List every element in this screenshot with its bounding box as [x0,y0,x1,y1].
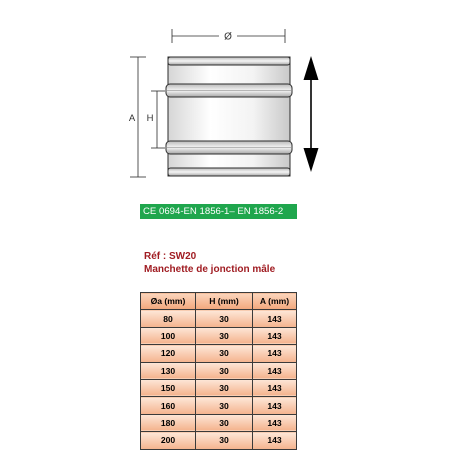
certification-banner [140,204,297,219]
table-row [141,397,297,414]
vertical-double-arrow-icon [304,56,319,172]
cell-diameter: 200 [141,432,196,449]
cell-diameter: 120 [141,345,196,362]
table-row [141,414,297,431]
cell-h: 30 [196,327,253,344]
table-row [141,310,297,327]
product-reference: Réf : SW20 [144,251,197,262]
cell-diameter: 100 [141,327,196,344]
cell-a: 143 [253,432,297,449]
cell-a: 143 [253,310,297,327]
cell-h: 30 [196,362,253,379]
cell-diameter: 130 [141,362,196,379]
product-name: Manchette de jonction mâle [144,264,276,275]
table-row [141,362,297,379]
diameter-label: Ø [224,31,232,43]
certification-text: CE 0694-EN 1856-1– EN 1856-2 [143,206,284,217]
cell-diameter: 160 [141,397,196,414]
height-label: H [146,113,154,124]
cell-h: 30 [196,345,253,362]
column-header-h: H (mm) [196,293,253,310]
cell-h: 30 [196,310,253,327]
overall-length-label: A [128,113,136,124]
cell-diameter: 150 [141,379,196,396]
table-header-row [141,293,297,310]
cell-a: 143 [253,345,297,362]
cell-diameter: 180 [141,414,196,431]
cylinder-top-band [168,57,290,65]
cell-a: 143 [253,327,297,344]
sleeve-technical-drawing [0,0,452,190]
table-row [141,379,297,396]
cell-h: 30 [196,432,253,449]
cell-a: 143 [253,379,297,396]
table-row [141,327,297,344]
cell-h: 30 [196,379,253,396]
column-header-a: A (mm) [253,293,297,310]
table-row [141,432,297,449]
dimensions-table [140,292,297,450]
cylinder-body [168,57,290,176]
cell-a: 143 [253,397,297,414]
cell-h: 30 [196,397,253,414]
cell-a: 143 [253,414,297,431]
cylinder-bottom-band [168,168,290,176]
cell-diameter: 80 [141,310,196,327]
cell-h: 30 [196,414,253,431]
arrow-head-down [304,148,319,172]
arrow-head-up [304,56,319,80]
cell-a: 143 [253,362,297,379]
column-header-diameter: Øa (mm) [141,293,196,310]
sleeve-cylinder [166,57,292,176]
table-row [141,345,297,362]
